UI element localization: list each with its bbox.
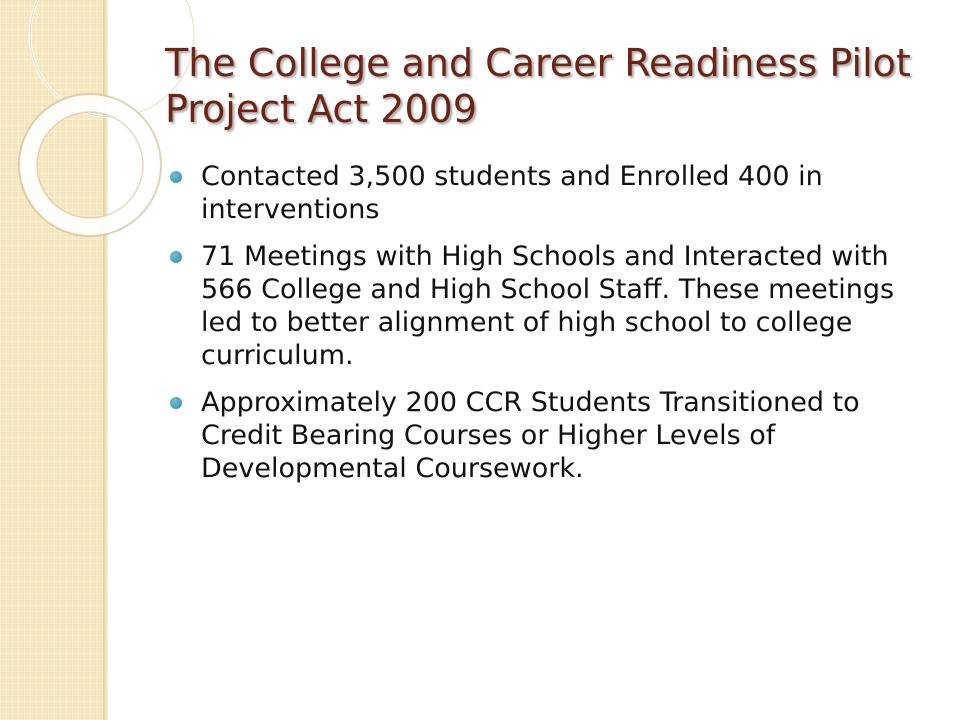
- bullet-text: Contacted 3,500 students and Enrolled 400 in interventions: [201, 161, 823, 225]
- bullet-list: [170, 160, 910, 499]
- round-bullet-icon: [170, 171, 182, 183]
- small-ring-inner-edge-icon: [37, 112, 143, 218]
- bullet-text: 71 Meetings with High Schools and Interacted with 566 College and High School Staff. These meetings led to better alignment of high school to college curriculum.: [201, 241, 895, 371]
- bullet-item: [170, 240, 910, 372]
- small-ring-icon: [28, 103, 152, 227]
- bullet-item: [170, 160, 910, 226]
- round-bullet-icon: [170, 251, 182, 263]
- bullet-text: Approximately 200 CCR Students Transitioned to Credit Bearing Courses or Higher Levels of Developmental Coursework.: [201, 387, 860, 484]
- bullet-item: [170, 386, 910, 485]
- round-bullet-icon: [170, 397, 182, 409]
- slide-title: The College and Career Readiness Pilot Project Act 2009: [165, 41, 911, 131]
